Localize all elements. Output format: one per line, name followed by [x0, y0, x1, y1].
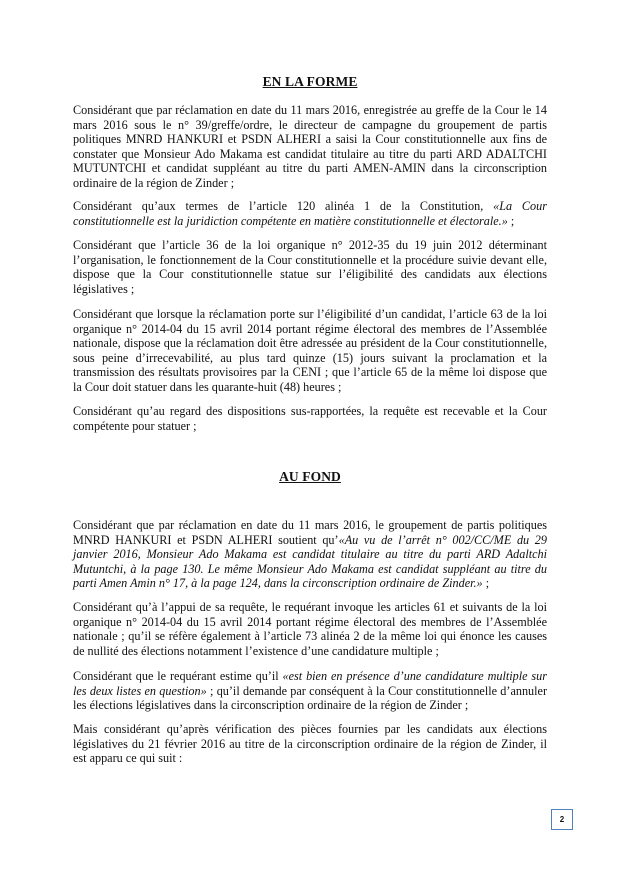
paragraph-forme-4: Considérant que lorsque la réclamation porte sur l’éligibilité d’un candidat, l’article 63 de la loi organique n° 2014-04 du 15 avril 2014 portant régime électoral des membres de l’Assemblée nationale, dispose que la réclamation doit être adressée au président de la Cour constitutionnelle, sous peine d’irrecevabilité, au plus tard quinze (15) jours suivant la proclamation et la transmission des résultats provisoires par la CENI ; que l’article 65 de la même loi dispose que la Cour doit statuer dans les quarante-huit (48) heures ; — [73, 307, 547, 394]
section-heading-fond: AU FOND — [279, 469, 341, 484]
paragraph-forme-2 — [73, 199, 547, 228]
paragraph-text: Considérant que par réclamation en date du 11 mars 2016, le groupement de partis politiques MNRD HANKURI et PSDN ALHERI soutient qu’ — [73, 518, 547, 547]
section-heading-forme: EN LA FORME — [262, 74, 358, 89]
page-number: 2 — [551, 809, 573, 830]
paragraph-fond-1 — [73, 518, 547, 591]
paragraph-text: ; qu’il demande par conséquent à la Cour constitutionnelle d’annuler les élections législatives dans la circonscription ordinaire de la région de Zinder ; — [73, 683, 547, 713]
paragraph-text: ; — [482, 576, 490, 591]
quote-text: «Au vu de l’arrêt n° 002/CC/ME du 29 janvier 2016, Monsieur Ado Makama est candidat titulaire au titre du parti ARD Adaltchi Mutuntchi, à la page 130. Le même Monsieur Ado Makama est candidat suppléant au titre du parti Amen Amin n° 17, à la page 124, dans la circonscription ordinaire de Zinder.» — [73, 532, 547, 591]
paragraph-forme-1: Considérant que par réclamation en date du 11 mars 2016, enregistrée au greffe de la Cour le 14 mars 2016 sous le n° 39/greffe/ordre, le directeur de campagne du groupement de partis politiques MNRD HANKURI et PSDN ALHERI a saisi la Cour constitutionnelle aux fins de constater que Monsieur Ado Makama est candidat titulaire au titre du parti ARD ADALTCHI MUTUNTCHI et candidat suppléant au titre du parti AMEN-AMIN dans la circonscription ordinaire de la région de Zinder ; — [73, 103, 547, 190]
paragraph-forme-5: Considérant qu’au regard des dispositions sus-rapportées, la requête est recevable et la Cour compétente pour statuer ; — [73, 404, 547, 433]
paragraph-forme-3: Considérant que l’article 36 de la loi organique n° 2012-35 du 19 juin 2012 déterminant l’organisation, le fonctionnement de la Cour constitutionnelle et la procédure suivie devant elle, dispose que la Cour constitutionnelle statue sur l’éligibilité des candidats aux élections législatives ; — [73, 238, 547, 296]
quote-text: «La Cour constitutionnelle est la juridiction compétente en matière constitutionnelle et électorale.» — [73, 199, 547, 228]
paragraph-text: ; — [507, 213, 515, 228]
paragraph-text: Considérant qu’aux termes de l’article 120 alinéa 1 de la Constitution, — [73, 199, 494, 213]
paragraph-text: Considérant que le requérant estime qu’il — [73, 669, 283, 683]
paragraph-fond-3 — [73, 669, 547, 713]
paragraph-fond-2: Considérant qu’à l’appui de sa requête, le requérant invoque les articles 61 et suivants de la loi organique n° 2014-04 du 15 avril 2014 portant régime électoral des membres de l’Assemblée nationale ; qu’il se réfère également à l’article 73 alinéa 2 de la même loi qui énonce les causes de nullité des élections notamment l’existence d’une candidature multiple ; — [73, 600, 547, 658]
quote-text: «est bien en présence d’une candidature multiple sur les deux listes en question» — [73, 669, 547, 698]
paragraph-fond-4: Mais considérant qu’après vérification des pièces fournies par les candidats aux élections législatives du 21 février 2016 au titre de la circonscription ordinaire de la région de Zinder, il est apparu ce qui suit : — [73, 722, 547, 766]
